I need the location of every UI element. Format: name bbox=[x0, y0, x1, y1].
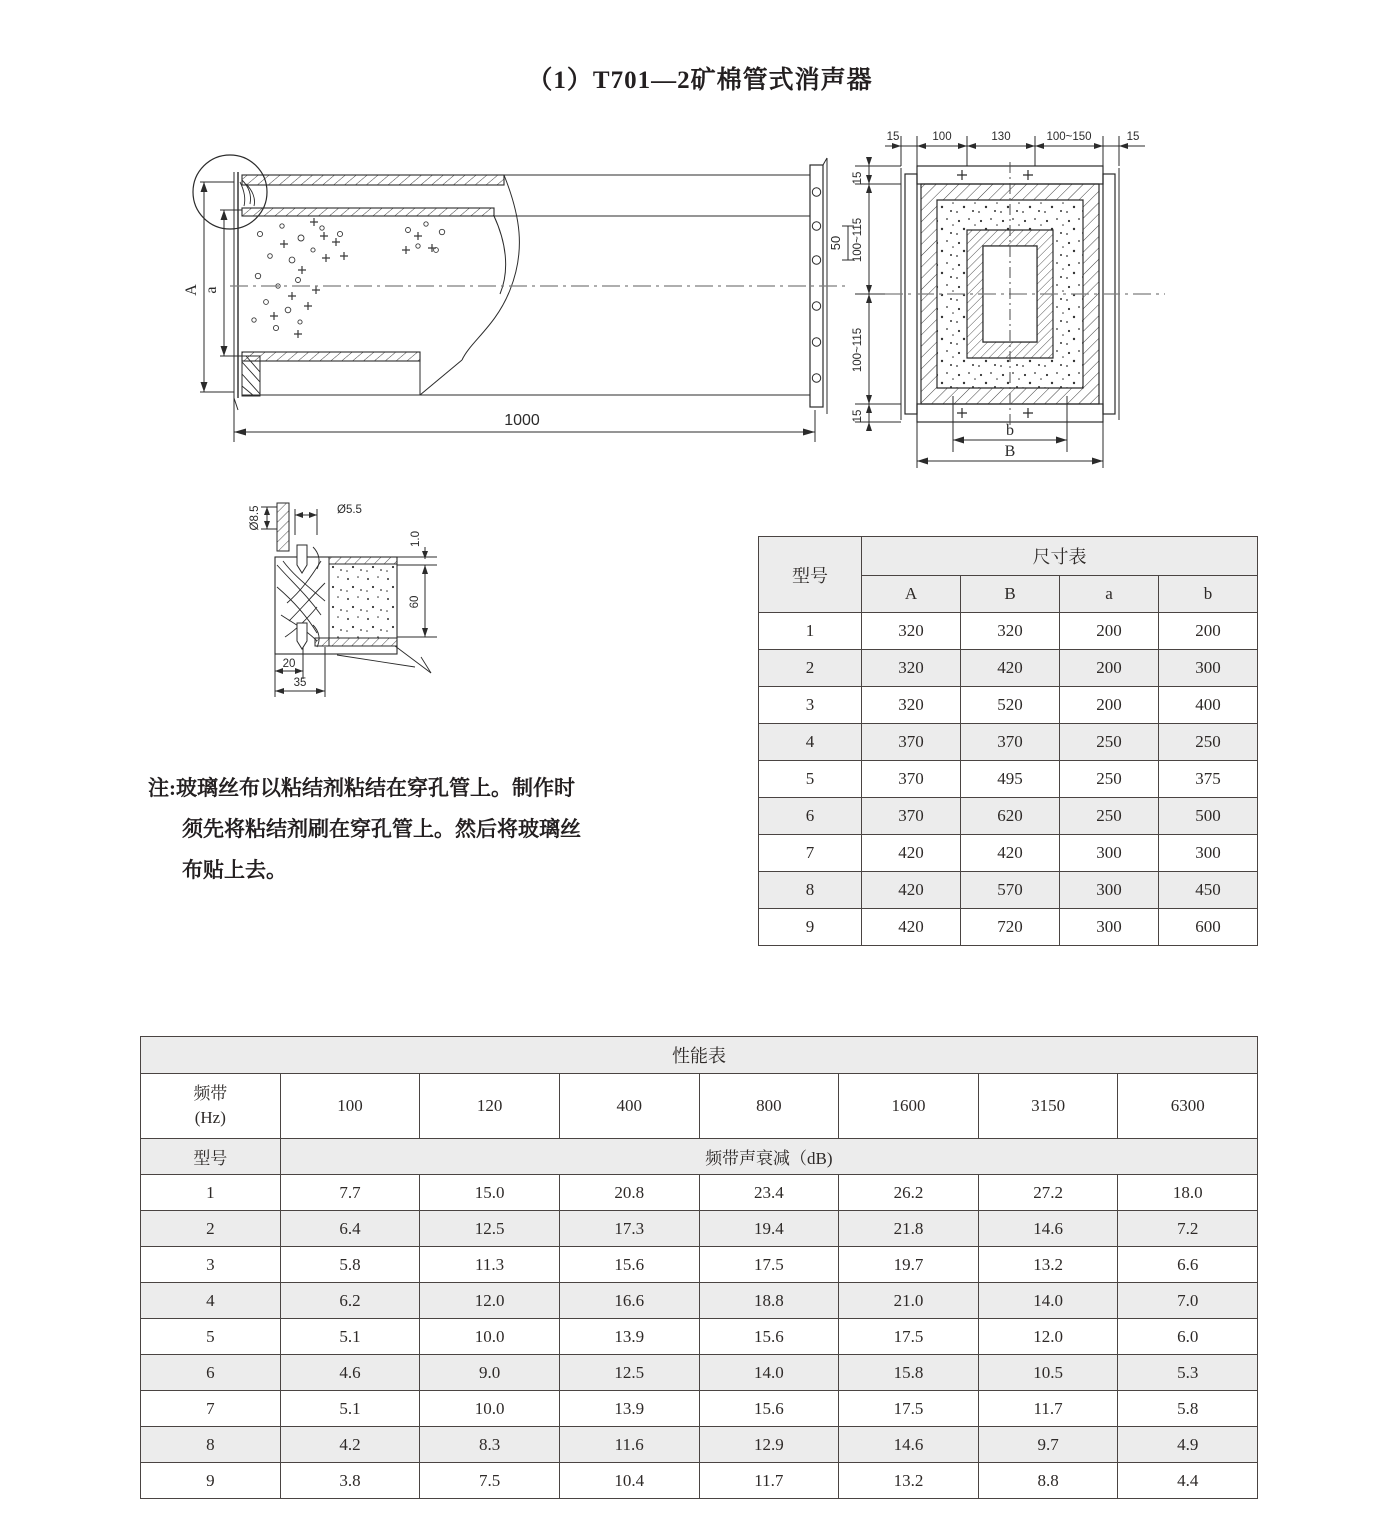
table-row bbox=[141, 1247, 1258, 1283]
cell-a: 300 bbox=[1060, 909, 1159, 946]
cell-6300: 5.8 bbox=[1118, 1391, 1258, 1427]
cell-6300: 4.9 bbox=[1118, 1427, 1258, 1463]
performance-table-subheader-row bbox=[141, 1139, 1258, 1175]
cell-a: 250 bbox=[1060, 761, 1159, 798]
performance-attenuation-header: 频带声衰减（dB) bbox=[280, 1139, 1257, 1175]
cell-model: 9 bbox=[141, 1463, 281, 1499]
cell-6300: 7.2 bbox=[1118, 1211, 1258, 1247]
cell-120: 7.5 bbox=[420, 1463, 560, 1499]
label-a: a bbox=[203, 286, 220, 294]
dimension-table-body bbox=[759, 537, 1258, 946]
cell-1600: 17.5 bbox=[839, 1319, 979, 1355]
cell-B: 520 bbox=[961, 687, 1060, 724]
cell-6300: 5.3 bbox=[1118, 1355, 1258, 1391]
cell-B: 570 bbox=[961, 872, 1060, 909]
cell-3150: 10.5 bbox=[978, 1355, 1118, 1391]
cell-A: 370 bbox=[862, 798, 961, 835]
cell-100: 7.7 bbox=[280, 1175, 420, 1211]
dim-hole-small-value: Ø5.5 bbox=[337, 504, 362, 516]
cell-400: 10.4 bbox=[559, 1463, 699, 1499]
dimension-table bbox=[758, 536, 1258, 946]
section-top-dimensions bbox=[885, 131, 1145, 166]
cell-3150: 14.6 bbox=[978, 1211, 1118, 1247]
cell-b: 300 bbox=[1159, 650, 1258, 687]
dimension-length-1000 bbox=[234, 398, 815, 442]
note-line-2: 须先将粘结剂刷在穿孔管上。然后将玻璃丝 bbox=[182, 817, 581, 841]
cell-model: 1 bbox=[759, 613, 862, 650]
cell-100: 4.2 bbox=[280, 1427, 420, 1463]
cell-120: 10.0 bbox=[420, 1319, 560, 1355]
dimension-a bbox=[203, 210, 242, 356]
dim-left-2: 100~115 bbox=[852, 217, 864, 263]
cell-400: 12.5 bbox=[559, 1355, 699, 1391]
cell-120: 11.3 bbox=[420, 1247, 560, 1283]
cell-400: 20.8 bbox=[559, 1175, 699, 1211]
dim-length-value: 1000 bbox=[504, 412, 540, 429]
dim-inner-value: 20 bbox=[282, 658, 296, 670]
table-row bbox=[759, 835, 1258, 872]
table-row bbox=[141, 1391, 1258, 1427]
dimension-table-title: 尺寸表 bbox=[862, 537, 1258, 576]
cell-800: 19.4 bbox=[699, 1211, 839, 1247]
cell-400: 15.6 bbox=[559, 1247, 699, 1283]
dim-thickness bbox=[397, 531, 437, 559]
dimension-col-header-A: A bbox=[862, 576, 961, 613]
page-title: （1）T701—2矿棉管式消声器 bbox=[527, 67, 873, 94]
performance-table-title: 性能表 bbox=[141, 1037, 1258, 1074]
dim-hole-large bbox=[249, 506, 277, 531]
cell-1600: 14.6 bbox=[839, 1427, 979, 1463]
cell-b: 300 bbox=[1159, 835, 1258, 872]
cell-120: 10.0 bbox=[420, 1391, 560, 1427]
main-longitudinal-drawing bbox=[170, 130, 850, 470]
cell-model: 3 bbox=[141, 1247, 281, 1283]
table-row bbox=[759, 687, 1258, 724]
cell-3150: 14.0 bbox=[978, 1283, 1118, 1319]
dim-outer-value: 35 bbox=[293, 677, 307, 689]
cell-a: 250 bbox=[1060, 724, 1159, 761]
cell-800: 12.9 bbox=[699, 1427, 839, 1463]
dim-hole-small bbox=[295, 504, 362, 535]
cell-model: 7 bbox=[759, 835, 862, 872]
cell-800: 15.6 bbox=[699, 1319, 839, 1355]
cell-6300: 6.6 bbox=[1118, 1247, 1258, 1283]
cell-B: 420 bbox=[961, 650, 1060, 687]
performance-table-frequency-row bbox=[141, 1074, 1258, 1139]
cell-3150: 11.7 bbox=[978, 1391, 1118, 1427]
note-line-3: 布贴上去。 bbox=[182, 858, 287, 882]
frequency-band-header-line1: 频带 bbox=[193, 1084, 228, 1103]
cell-400: 11.6 bbox=[559, 1427, 699, 1463]
cell-1600: 13.2 bbox=[839, 1463, 979, 1499]
table-row bbox=[141, 1319, 1258, 1355]
dim-top-3: 130 bbox=[991, 131, 1011, 143]
cell-a: 300 bbox=[1060, 835, 1159, 872]
cell-B: 320 bbox=[961, 613, 1060, 650]
cell-3150: 9.7 bbox=[978, 1427, 1118, 1463]
cell-A: 370 bbox=[862, 761, 961, 798]
detail-drawing bbox=[225, 495, 475, 710]
cell-A: 420 bbox=[862, 872, 961, 909]
label-B: B bbox=[1004, 443, 1016, 460]
frequency-120: 120 bbox=[420, 1074, 560, 1139]
table-row bbox=[759, 724, 1258, 761]
dimension-col-header-b: b bbox=[1159, 576, 1258, 613]
cross-section-drawing bbox=[845, 128, 1175, 468]
frequency-100: 100 bbox=[280, 1074, 420, 1139]
table-row bbox=[759, 909, 1258, 946]
table-row bbox=[141, 1427, 1258, 1463]
cell-a: 200 bbox=[1060, 613, 1159, 650]
table-row bbox=[759, 798, 1258, 835]
table-row bbox=[759, 650, 1258, 687]
dim-thickness-value: 1.0 bbox=[410, 531, 422, 547]
cell-A: 320 bbox=[862, 687, 961, 724]
dim-left-4: 15 bbox=[852, 409, 864, 423]
dim-inner-20 bbox=[275, 647, 303, 679]
cell-model: 2 bbox=[759, 650, 862, 687]
cell-3150: 8.8 bbox=[978, 1463, 1118, 1499]
dim-left-3: 100~115 bbox=[852, 327, 864, 373]
cell-800: 15.6 bbox=[699, 1391, 839, 1427]
label-A: A bbox=[183, 284, 200, 296]
cell-3150: 27.2 bbox=[978, 1175, 1118, 1211]
table-row bbox=[759, 613, 1258, 650]
cell-400: 13.9 bbox=[559, 1391, 699, 1427]
insulation-fill bbox=[252, 218, 445, 338]
dimension-col-header-B: B bbox=[961, 576, 1060, 613]
cell-100: 3.8 bbox=[280, 1463, 420, 1499]
cell-1600: 17.5 bbox=[839, 1391, 979, 1427]
cell-400: 17.3 bbox=[559, 1211, 699, 1247]
table-row bbox=[759, 761, 1258, 798]
cell-A: 420 bbox=[862, 909, 961, 946]
table-row bbox=[141, 1355, 1258, 1391]
cell-b: 375 bbox=[1159, 761, 1258, 798]
cell-120: 12.5 bbox=[420, 1211, 560, 1247]
cell-1600: 21.8 bbox=[839, 1211, 979, 1247]
cell-6300: 7.0 bbox=[1118, 1283, 1258, 1319]
cell-model: 4 bbox=[141, 1283, 281, 1319]
cell-a: 250 bbox=[1060, 798, 1159, 835]
dimension-col-header-a: a bbox=[1060, 576, 1159, 613]
dim-top-1: 15 bbox=[886, 131, 900, 143]
performance-table-title-row bbox=[141, 1037, 1258, 1074]
dim-height-value: 60 bbox=[409, 595, 421, 609]
cell-800: 17.5 bbox=[699, 1247, 839, 1283]
label-b: b bbox=[1006, 422, 1014, 439]
section-bottom-dimensions bbox=[917, 396, 1103, 468]
cell-a: 200 bbox=[1060, 687, 1159, 724]
cell-800: 23.4 bbox=[699, 1175, 839, 1211]
cell-1600: 21.0 bbox=[839, 1283, 979, 1319]
dim-top-2: 100 bbox=[932, 131, 952, 143]
cell-100: 6.2 bbox=[280, 1283, 420, 1319]
cell-model: 3 bbox=[759, 687, 862, 724]
dim-top-4: 100~150 bbox=[1046, 131, 1092, 143]
cell-b: 250 bbox=[1159, 724, 1258, 761]
cell-model: 6 bbox=[759, 798, 862, 835]
performance-table bbox=[140, 1036, 1258, 1499]
cell-B: 720 bbox=[961, 909, 1060, 946]
cell-A: 370 bbox=[862, 724, 961, 761]
table-row bbox=[141, 1283, 1258, 1319]
cell-b: 500 bbox=[1159, 798, 1258, 835]
cell-120: 12.0 bbox=[420, 1283, 560, 1319]
cell-800: 18.8 bbox=[699, 1283, 839, 1319]
note-line-1: 注:玻璃丝布以粘结剂粘结在穿孔管上。制作时 bbox=[148, 776, 575, 800]
table-row bbox=[141, 1175, 1258, 1211]
cell-800: 11.7 bbox=[699, 1463, 839, 1499]
cell-B: 620 bbox=[961, 798, 1060, 835]
dim-hole-large-value: Ø8.5 bbox=[249, 505, 261, 531]
cell-a: 300 bbox=[1060, 872, 1159, 909]
frequency-800: 800 bbox=[699, 1074, 839, 1139]
cell-100: 5.8 bbox=[280, 1247, 420, 1283]
dim-left-1: 15 bbox=[852, 171, 864, 185]
cell-100: 5.1 bbox=[280, 1391, 420, 1427]
dimension-table-header-row-1 bbox=[759, 537, 1258, 576]
cell-100: 6.4 bbox=[280, 1211, 420, 1247]
frequency-400: 400 bbox=[559, 1074, 699, 1139]
cell-model: 8 bbox=[759, 872, 862, 909]
dimension-table-model-header: 型号 bbox=[759, 537, 862, 613]
cell-model: 5 bbox=[759, 761, 862, 798]
cell-100: 5.1 bbox=[280, 1319, 420, 1355]
cell-120: 8.3 bbox=[420, 1427, 560, 1463]
frequency-6300: 6300 bbox=[1118, 1074, 1258, 1139]
cell-A: 320 bbox=[862, 650, 961, 687]
cell-model: 8 bbox=[141, 1427, 281, 1463]
cell-a: 200 bbox=[1060, 650, 1159, 687]
frequency-1600: 1600 bbox=[839, 1074, 979, 1139]
table-row bbox=[141, 1211, 1258, 1247]
cell-400: 13.9 bbox=[559, 1319, 699, 1355]
cell-3150: 13.2 bbox=[978, 1247, 1118, 1283]
cell-1600: 15.8 bbox=[839, 1355, 979, 1391]
dim-top-5: 15 bbox=[1126, 131, 1140, 143]
cell-120: 9.0 bbox=[420, 1355, 560, 1391]
cell-model: 1 bbox=[141, 1175, 281, 1211]
performance-model-header: 型号 bbox=[141, 1139, 281, 1175]
cell-3150: 12.0 bbox=[978, 1319, 1118, 1355]
cell-model: 2 bbox=[141, 1211, 281, 1247]
cell-A: 320 bbox=[862, 613, 961, 650]
performance-table-body bbox=[141, 1037, 1258, 1499]
cell-6300: 4.4 bbox=[1118, 1463, 1258, 1499]
cell-A: 420 bbox=[862, 835, 961, 872]
cell-B: 370 bbox=[961, 724, 1060, 761]
cell-800: 14.0 bbox=[699, 1355, 839, 1391]
frequency-band-header bbox=[141, 1074, 281, 1139]
cell-6300: 6.0 bbox=[1118, 1319, 1258, 1355]
cell-model: 5 bbox=[141, 1319, 281, 1355]
cell-b: 200 bbox=[1159, 613, 1258, 650]
cell-model: 7 bbox=[141, 1391, 281, 1427]
frequency-3150: 3150 bbox=[978, 1074, 1118, 1139]
note-block bbox=[148, 768, 728, 891]
dim-height-60 bbox=[397, 565, 437, 637]
cell-model: 6 bbox=[141, 1355, 281, 1391]
cell-B: 420 bbox=[961, 835, 1060, 872]
cell-1600: 26.2 bbox=[839, 1175, 979, 1211]
cell-b: 400 bbox=[1159, 687, 1258, 724]
cell-b: 450 bbox=[1159, 872, 1258, 909]
table-row bbox=[141, 1463, 1258, 1499]
dim-bolt-pitch-value: 50 bbox=[828, 235, 843, 251]
cell-400: 16.6 bbox=[559, 1283, 699, 1319]
cell-6300: 18.0 bbox=[1118, 1175, 1258, 1211]
frequency-band-header-line2: (Hz) bbox=[194, 1108, 226, 1127]
cell-1600: 19.7 bbox=[839, 1247, 979, 1283]
table-row bbox=[759, 872, 1258, 909]
cell-100: 4.6 bbox=[280, 1355, 420, 1391]
cell-model: 9 bbox=[759, 909, 862, 946]
cell-model: 4 bbox=[759, 724, 862, 761]
cell-B: 495 bbox=[961, 761, 1060, 798]
cell-120: 15.0 bbox=[420, 1175, 560, 1211]
cell-b: 600 bbox=[1159, 909, 1258, 946]
